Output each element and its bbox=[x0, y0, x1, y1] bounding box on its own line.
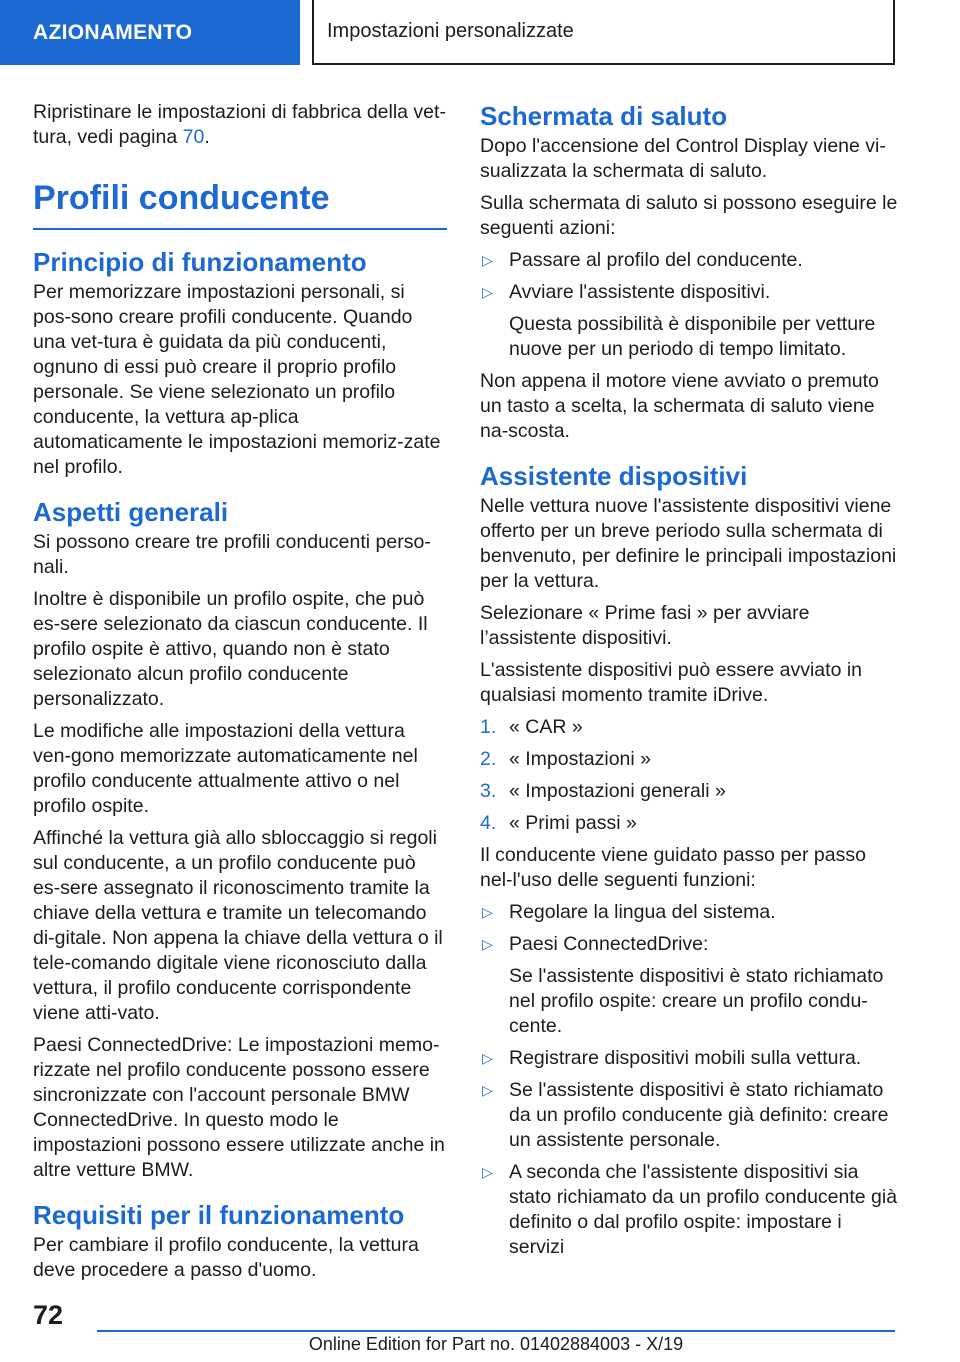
welcome-paragraph: Non appena il motore viene avviato o premuto un tasto a scelta, la schermata di saluto viene na-scosta. bbox=[480, 370, 879, 442]
welcome-paragraph: Sulla schermata di saluto si possono eseguire le seguenti azioni: bbox=[480, 192, 898, 239]
general-paragraph: Inoltre è disponibile un profilo ospite, che può es-sere selezionato da ciascun conducente. Il profilo ospite è attivo, quando non è stato selezionato alcun profilo conducente personalizzato. bbox=[33, 588, 428, 710]
list-item: ▷ Avviare l'assistente dispositivi. bbox=[482, 281, 771, 303]
list-item: ▷ Regolare la lingua del sistema. bbox=[482, 901, 776, 923]
triangle-bullet-icon: ▷ bbox=[482, 1164, 493, 1180]
assistant-paragraph: Selezionare « Prime fasi » per avviare l’assistente dispositivi. bbox=[480, 602, 810, 649]
general-paragraph: Le modifiche alle impostazioni della vettura ven-gono memorizzate automaticamente nel profilo conducente attualmente attivo o nel profilo ospite. bbox=[33, 720, 418, 817]
main-heading: Profili conducente bbox=[33, 178, 447, 230]
triangle-bullet-icon: ▷ bbox=[482, 936, 493, 952]
list-item-note: Se l'assistente dispositivi è stato richiamato nel profilo ospite: creare un profilo condu-cente. bbox=[509, 965, 884, 1037]
step-item: 1. « CAR » bbox=[480, 716, 583, 738]
right-column bbox=[480, 100, 900, 1267]
triangle-bullet-icon: ▷ bbox=[482, 284, 493, 300]
assistant-paragraph: Nelle vettura nuove l'assistente dispositivi viene offerto per un breve periodo sulla schermata di benvenuto, per definire le principali impostazioni per la vettura. bbox=[480, 495, 897, 592]
triangle-bullet-icon: ▷ bbox=[482, 1082, 493, 1098]
general-paragraph: Affinché la vettura già allo sbloccaggio si regoli sul conducente, a un profilo conducente può es-sere assegnato il riconoscimento tramite la chiave della vettura e tramite un telecomando di-gitale. Non appena la chiave della vettura o il tele-comando digitale viene riconosciuto dalla vettura, il profilo conducente corrispondente viene atti-vato. bbox=[33, 827, 443, 1024]
page-title: Impostazioni personalizzate bbox=[327, 20, 574, 42]
triangle-bullet-icon: ▷ bbox=[482, 252, 493, 268]
principle-paragraph: Per memorizzare impostazioni personali, si pos-sono creare profili conducente. Quando una vet-tura è guidata da più conducenti, ognuno di essi può creare il proprio profilo personale. Se viene selezionato un profilo conducente, la vettura ap-plica automaticamente le impostazioni memoriz-zate nel profilo. bbox=[33, 281, 441, 478]
requirements-heading: Requisiti per il funzionamento bbox=[33, 1200, 405, 1230]
section-tab bbox=[0, 0, 300, 65]
general-paragraph: Paesi ConnectedDrive: Le impostazioni memo-rizzate nel profilo conducente possono essere sincronizzate con l'account personale BMW ConnectedDrive. In questo modo le impostazioni possono essere utilizzate anche in altre vetture BMW. bbox=[33, 1034, 445, 1181]
step-item: 4. « Primi passi » bbox=[480, 812, 637, 834]
list-item: ▷ Passare al profilo del conducente. bbox=[482, 249, 803, 271]
triangle-bullet-icon: ▷ bbox=[482, 904, 493, 920]
left-column bbox=[33, 100, 447, 1290]
list-item: ▷ Se l'assistente dispositivi è stato richiamato da un profilo conducente già definito: creare un assistente personale. bbox=[482, 1079, 889, 1151]
welcome-paragraph: Dopo l'accensione del Control Display viene vi-sualizzata la schermata di saluto. bbox=[480, 135, 886, 182]
footer-divider bbox=[97, 1330, 895, 1332]
footer-text: Online Edition for Part no. 01402884003 - X/19 bbox=[308, 1334, 684, 1354]
general-heading: Aspetti generali bbox=[33, 497, 229, 527]
assistant-heading: Assistente dispositivi bbox=[480, 461, 748, 491]
welcome-heading: Schermata di saluto bbox=[480, 101, 728, 131]
list-item: ▷ Paesi ConnectedDrive: bbox=[482, 933, 709, 955]
page-number: 72 bbox=[33, 1300, 64, 1330]
general-paragraph: Si possono creare tre profili conducenti perso-nali. bbox=[33, 531, 431, 578]
intro-paragraph: Ripristinare le impostazioni di fabbrica della vet-tura, vedi pagina 70. bbox=[33, 101, 446, 148]
requirements-paragraph: Per cambiare il profilo conducente, la vettura deve procedere a passo d'uomo. bbox=[33, 1234, 419, 1281]
list-item: ▷ A seconda che l'assistente dispositivi sia stato richiamato da un profilo conducente già definito o dal profilo ospite: impostare i servizi bbox=[482, 1161, 898, 1258]
assistant-paragraph: L'assistente dispositivi può essere avviato in qualsiasi momento tramite iDrive. bbox=[480, 659, 863, 706]
step-item: 2. « Impostazioni » bbox=[480, 748, 651, 770]
triangle-bullet-icon: ▷ bbox=[482, 1050, 493, 1066]
assistant-paragraph: Il conducente viene guidato passo per passo nel-l'uso delle seguenti funzioni: bbox=[480, 844, 866, 891]
page-header bbox=[312, 0, 895, 65]
principle-heading: Principio di funzionamento bbox=[33, 247, 367, 277]
list-item-note: Questa possibilità è disponibile per vetture nuove per un periodo di tempo limitato. bbox=[509, 313, 876, 360]
step-item: 3. « Impostazioni generali » bbox=[480, 780, 726, 802]
page-link[interactable]: 70 bbox=[182, 126, 205, 148]
section-title: AZIONAMENTO bbox=[33, 20, 193, 44]
list-item: ▷ Registrare dispositivi mobili sulla vettura. bbox=[482, 1047, 862, 1069]
